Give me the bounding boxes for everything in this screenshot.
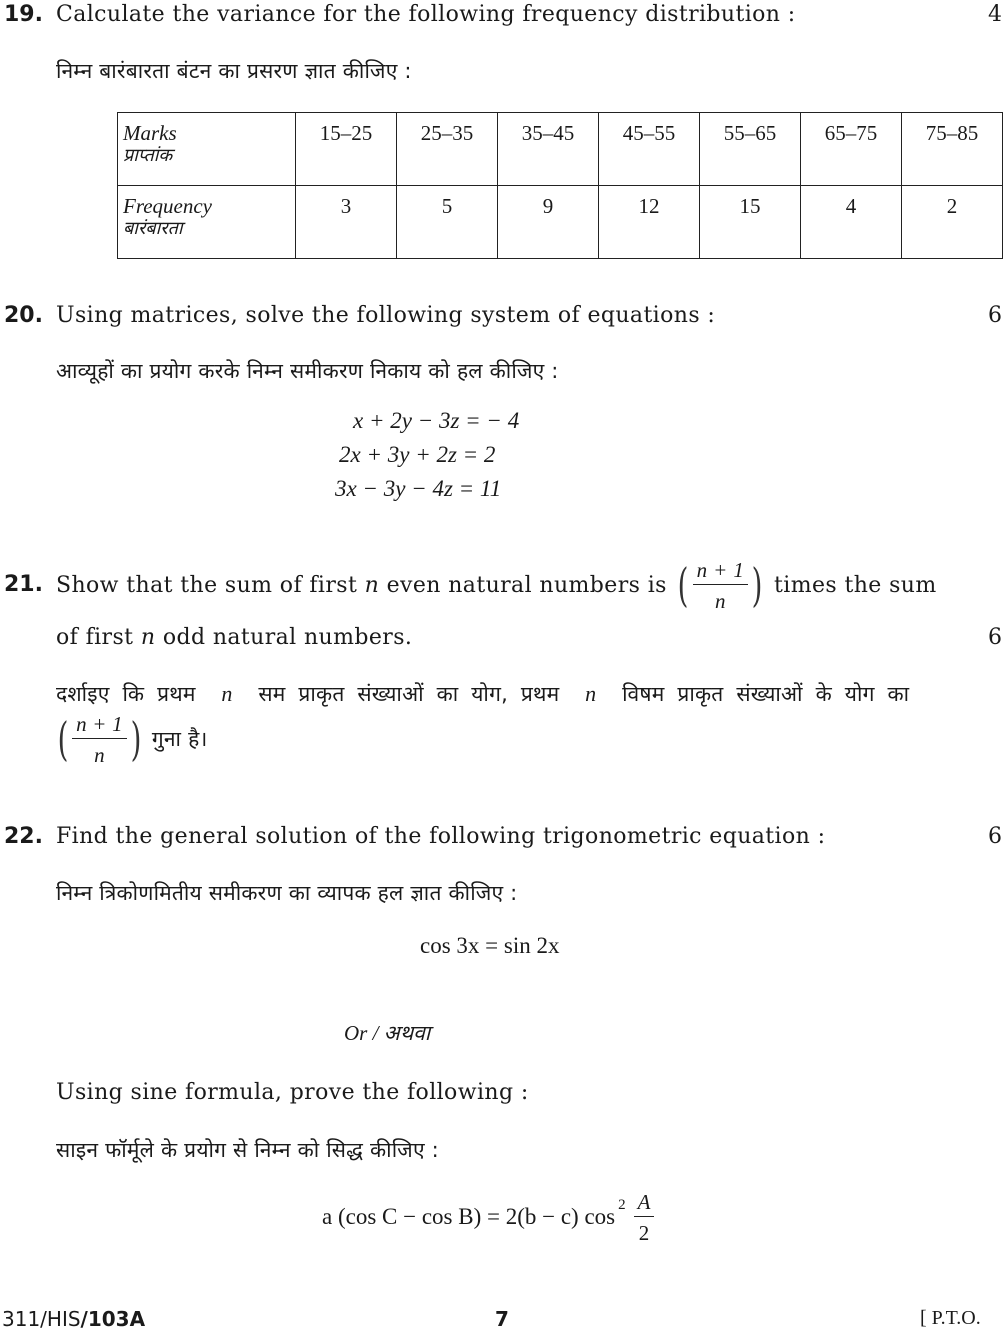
class-cell: 15–25 <box>296 113 397 186</box>
q22-alt-hi: साइन फॉर्मूले के प्रयोग से निम्न को सिद्ध कीजिए : <box>56 1138 439 1162</box>
or-separator: Or / अथवा <box>344 1021 431 1045</box>
marks-label-en: Marks <box>123 121 177 145</box>
marks-header-cell <box>118 113 296 186</box>
class-cell: 35–45 <box>498 113 599 186</box>
var-n: n <box>221 681 233 706</box>
q21-hi-part-4: गुना है। <box>151 727 208 751</box>
q19-number: 19. <box>4 2 43 27</box>
class-cell: 65–75 <box>801 113 902 186</box>
fraction-n-plus-1-over-n: ( $\frac{n + 1}{n}$ ) <box>57 711 142 767</box>
q21-hi-line-1 <box>56 680 909 708</box>
fraction-denominator: 2 <box>638 1220 650 1245</box>
q21-text-part-1: Show that the sum of first <box>56 572 358 598</box>
q21-text-part-2: even natural numbers is <box>386 572 667 598</box>
q21-hi-line-2 <box>54 708 208 770</box>
paper-code-bold: /103A <box>80 1307 146 1331</box>
class-cell: 75–85 <box>902 113 1003 186</box>
q22-text-hi: निम्न त्रिकोणमितीय समीकरण का व्यापक हल ज्ञात कीजिए : <box>56 881 518 905</box>
equation-2: 2x + 3y + 2z = 2 <box>339 442 496 467</box>
frequency-cell: 9 <box>498 186 599 259</box>
frequency-table <box>117 112 1003 259</box>
q21-hi-part-3: विषम प्राकृत संख्याओं के योग का <box>622 682 910 706</box>
q22-marks: 6 <box>988 824 1002 849</box>
q21-hi-part-1: दर्शाइए कि प्रथम <box>56 682 196 706</box>
class-cell: 45–55 <box>599 113 700 186</box>
var-n: n <box>140 625 156 650</box>
frequency-cell: 4 <box>801 186 902 259</box>
paper-code-prefix: 311/HIS <box>2 1307 81 1331</box>
frequency-cell: 3 <box>296 186 397 259</box>
sine-formula-equation <box>322 1186 654 1248</box>
frequency-header-cell <box>118 186 296 259</box>
fraction-numerator: A <box>634 1190 655 1217</box>
q20-number: 20. <box>4 303 43 328</box>
q22-text-en: Find the general solution of the following trigonometric equation : <box>56 824 826 849</box>
fraction-denominator: n <box>94 742 105 767</box>
q21-marks: 6 <box>988 625 1002 650</box>
fraction-denominator: n <box>714 588 726 613</box>
fraction-numerator: n + 1 <box>693 558 749 585</box>
q20-marks: 6 <box>988 303 1002 328</box>
q19-marks: 4 <box>988 2 1002 27</box>
equation-1: x + 2y − 3z = − 4 <box>353 408 520 433</box>
q21-hi-part-2: सम प्राकृत संख्याओं का योग, प्रथम <box>258 682 560 706</box>
q22-number: 22. <box>4 824 43 849</box>
sine-equation-left: a (cos C − cos B) = 2(b − c) cos <box>322 1204 616 1229</box>
q21-text-part-3: times the sum <box>774 572 937 598</box>
q20-text-en: Using matrices, solve the following system of equations : <box>56 303 716 328</box>
fraction-a-over-2 <box>634 1190 655 1245</box>
power-exponent: 2 <box>618 1196 626 1213</box>
q19-text-hi: निम्न बारंबारता बंटन का प्रसरण ज्ञात कीजिए : <box>56 59 412 83</box>
class-cell: 25–35 <box>397 113 498 186</box>
class-cell: 55–65 <box>700 113 801 186</box>
q20-text-hi: आव्यूहों का प्रयोग करके निम्न समीकरण निकाय को हल कीजिए : <box>56 359 559 383</box>
frequency-cell: 12 <box>599 186 700 259</box>
q22-alt-en: Using sine formula, prove the following : <box>56 1080 529 1105</box>
frequency-cell: 5 <box>397 186 498 259</box>
fraction-numerator: n + 1 <box>72 712 127 739</box>
marks-label-hi: प्राप्तांक <box>123 145 173 166</box>
q21-text-part-5: odd natural numbers. <box>162 625 413 650</box>
trig-equation: cos 3x = sin 2x <box>420 933 560 958</box>
q21-text-part-4: of first <box>56 625 134 650</box>
q21-line-2 <box>56 625 412 650</box>
frequency-label-hi: बारंबारता <box>123 218 183 239</box>
frequency-label-en: Frequency <box>123 194 213 218</box>
q21-number: 21. <box>4 572 43 597</box>
var-n: n <box>585 681 597 706</box>
equation-3: 3x − 3y − 4z = 11 <box>335 476 502 501</box>
q19-text-en: Calculate the variance for the following frequency distribution : <box>56 2 796 27</box>
page-number: 7 <box>495 1307 509 1331</box>
frequency-cell: 15 <box>700 186 801 259</box>
frequency-cell: 2 <box>902 186 1003 259</box>
table-row <box>118 186 1003 259</box>
q21-line-1 <box>56 554 937 616</box>
fraction-n-plus-1-over-n: ( $\frac{n + 1}{n}$ ) <box>677 557 763 613</box>
paper-code <box>2 1307 145 1331</box>
var-n: n <box>364 572 380 598</box>
table-row <box>118 113 1003 186</box>
pto-label: [ P.T.O. <box>920 1307 981 1329</box>
